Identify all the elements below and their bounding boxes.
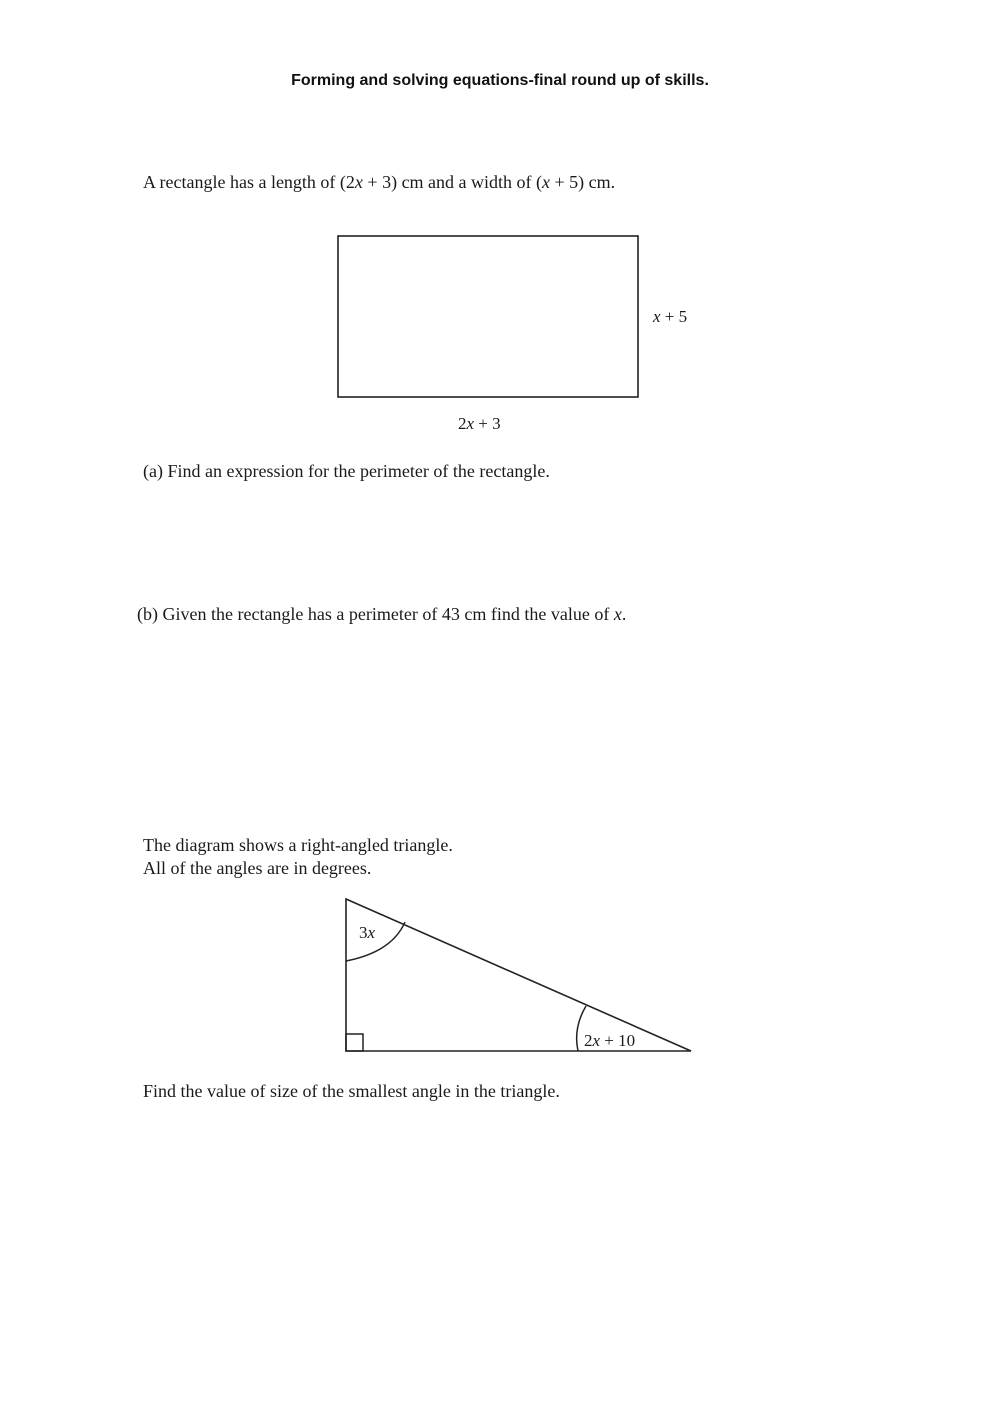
triangle-task: Find the value of size of the smallest angle in the triangle. [143,1081,560,1101]
right-triangle-shape [346,899,691,1051]
width-label-var: x [653,307,661,326]
bottom-angle-var: x [592,1031,601,1050]
top-angle-coef: 3 [359,923,368,942]
intro-middle: + 3) cm and a width of ( [362,172,543,192]
right-angle-marker [346,1034,363,1051]
rectangle-width-label [652,307,687,326]
page-title: Forming and solving equations-final round up of skills. [291,72,709,89]
part-b-question [137,604,626,625]
part-a-question: (a) Find an expression for the perimeter of the rectangle. [143,461,550,481]
width-label-rest: + 5 [660,307,688,326]
intro-prefix: A rectangle has a length of (2 [143,172,355,192]
top-angle-var: x [367,923,376,942]
length-label-coef: 2 [458,414,467,433]
top-angle-arc [346,922,405,961]
part-b-prefix: (b) Given the rectangle has a perimeter of 43 cm find the value of [137,604,614,624]
part-b-suffix: . [621,604,627,624]
rectangle-length-label [458,414,501,433]
rectangle-shape [338,236,638,397]
triangle-intro-line-1: The diagram shows a right-angled triangle. [143,835,453,855]
intro-var-2: x [542,172,551,192]
length-label-var: x [466,414,475,433]
intro-var-1: x [354,172,363,192]
triangle-intro-line-2: All of the angles are in degrees. [143,858,372,878]
part-b-var: x [613,604,622,624]
top-angle-label [359,923,376,942]
bottom-angle-rest: + 10 [600,1031,636,1050]
intro-suffix: + 5) cm. [550,172,616,192]
bottom-angle-coef: 2 [584,1031,593,1050]
bottom-angle-label [584,1031,635,1050]
length-label-rest: + 3 [474,414,501,433]
